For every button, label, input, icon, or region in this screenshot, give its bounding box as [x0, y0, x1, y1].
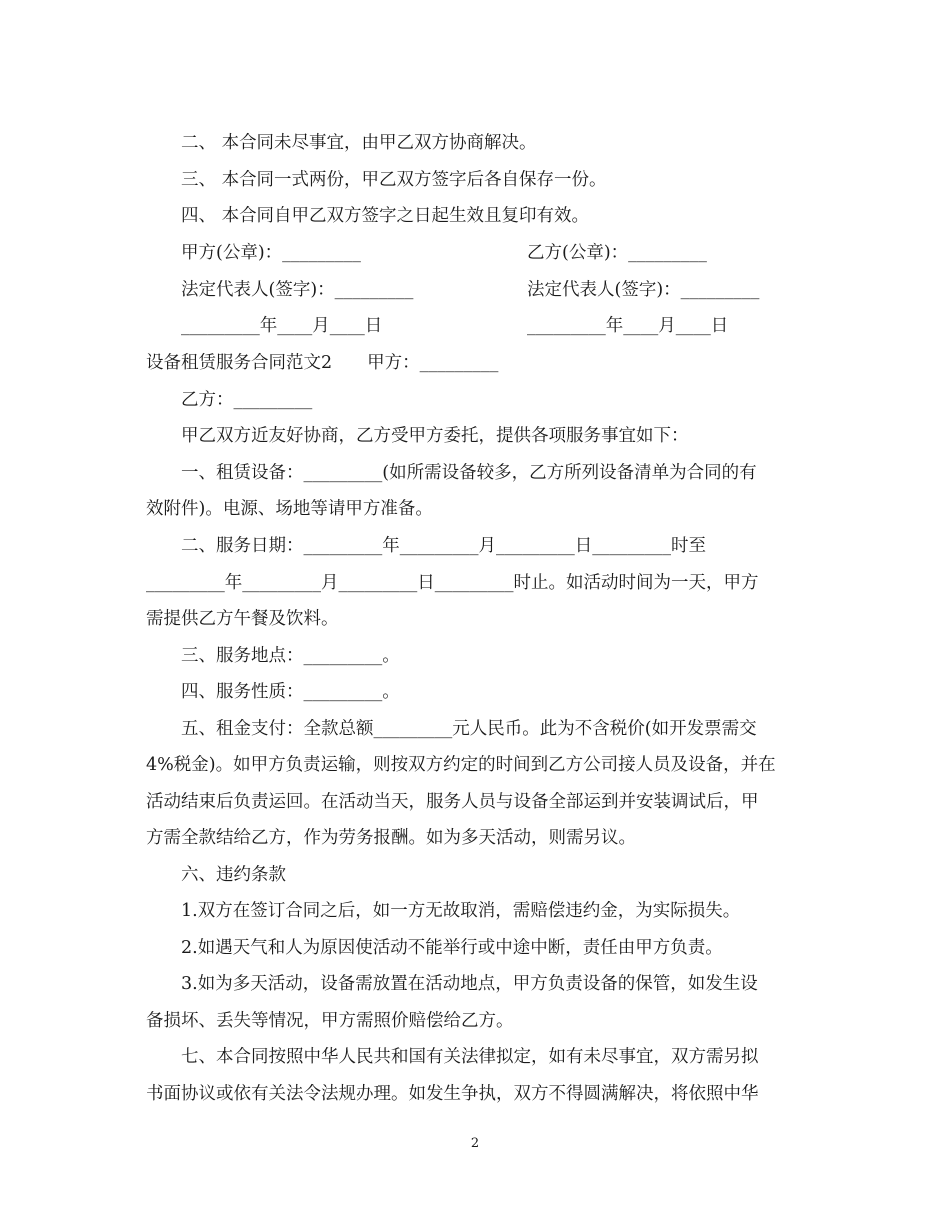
party-a-date: _________年____月____日: [181, 316, 383, 336]
intro-line: 甲乙双方近友好协商，乙方受甲方委托，提供各项服务事宜如下：: [181, 426, 689, 446]
party-b-line: 乙方：_________: [181, 390, 313, 410]
clause-3-line: 三、 本合同一式两份，甲乙双方签字后各自保存一份。: [181, 170, 607, 190]
payment-line-4: 方需全款结给乙方，作为劳务报酬。如为多天活动，则需另议。: [146, 828, 636, 848]
party-b-seal: 乙方(公章)：_________: [527, 243, 707, 263]
rental-equipment-line-2: 效附件)。电源、场地等请甲方准备。: [146, 499, 433, 519]
service-date-line-2: _________年_________月_________日_________时止。如活动时间为一天，甲方: [146, 573, 759, 593]
service-date-line-3: 需提供乙方午餐及饮料。: [146, 609, 339, 629]
breach-item-1: 1.双方在签订合同之后，如一方无故取消，需赔偿违约金，为实际损失。: [181, 901, 741, 921]
breach-heading: 六、违约条款: [181, 865, 286, 885]
service-nature-line: 四、服务性质：_________。: [181, 682, 400, 702]
breach-item-3-line-1: 3.如为多天活动，设备需放置在活动地点，甲方负责设备的保管，如发生设: [181, 974, 758, 994]
clause-7-line-2: 书面协议或依有关法令法规办理。如发生争执，双方不得圆满解决，将依照中华: [146, 1084, 759, 1104]
clause-7-line-1: 七、本合同按照中华人民共和国有关法律拟定，如有未尽事宜，双方需另拟: [181, 1047, 759, 1067]
contract-2-title-line: 设备租赁服务合同范文2 甲方：_________: [146, 353, 499, 373]
service-location-line: 三、服务地点：_________。: [181, 646, 400, 666]
payment-line-2: 4%税金)。如甲方负责运输，则按双方约定的时间到乙方公司接人员及设备，并在: [146, 755, 776, 775]
payment-line-3: 活动结束后负责运回。在活动当天，服务人员与设备全部运到并安装调试后，甲: [146, 792, 759, 812]
payment-line-1: 五、租金支付：全款总额_________元人民币。此为不含税价(如开发票需交: [181, 719, 757, 739]
clause-2-line: 二、 本合同未尽事宜，由甲乙双方协商解决。: [181, 133, 537, 153]
party-a-representative: 法定代表人(签字)：_________: [181, 280, 414, 300]
page-number: 2: [470, 1136, 480, 1151]
party-a-seal: 甲方(公章)：_________: [181, 243, 361, 263]
breach-item-3-line-2: 备损坏、丢失等情况，甲方需照价赔偿给乙方。: [146, 1011, 514, 1031]
party-b-representative: 法定代表人(签字)：_________: [527, 280, 760, 300]
party-b-date: _________年____月____日: [527, 316, 729, 336]
breach-item-2: 2.如遇天气和人为原因使活动不能举行或中途中断，责任由甲方负责。: [181, 938, 723, 958]
service-date-line-1: 二、服务日期：_________年_________月_________日_________时至: [181, 536, 706, 556]
rental-equipment-line-1: 一、租赁设备：_________(如所需设备较多，乙方所列设备清单为合同的有: [181, 463, 757, 483]
clause-4-line: 四、 本合同自甲乙双方签字之日起生效且复印有效。: [181, 206, 590, 226]
